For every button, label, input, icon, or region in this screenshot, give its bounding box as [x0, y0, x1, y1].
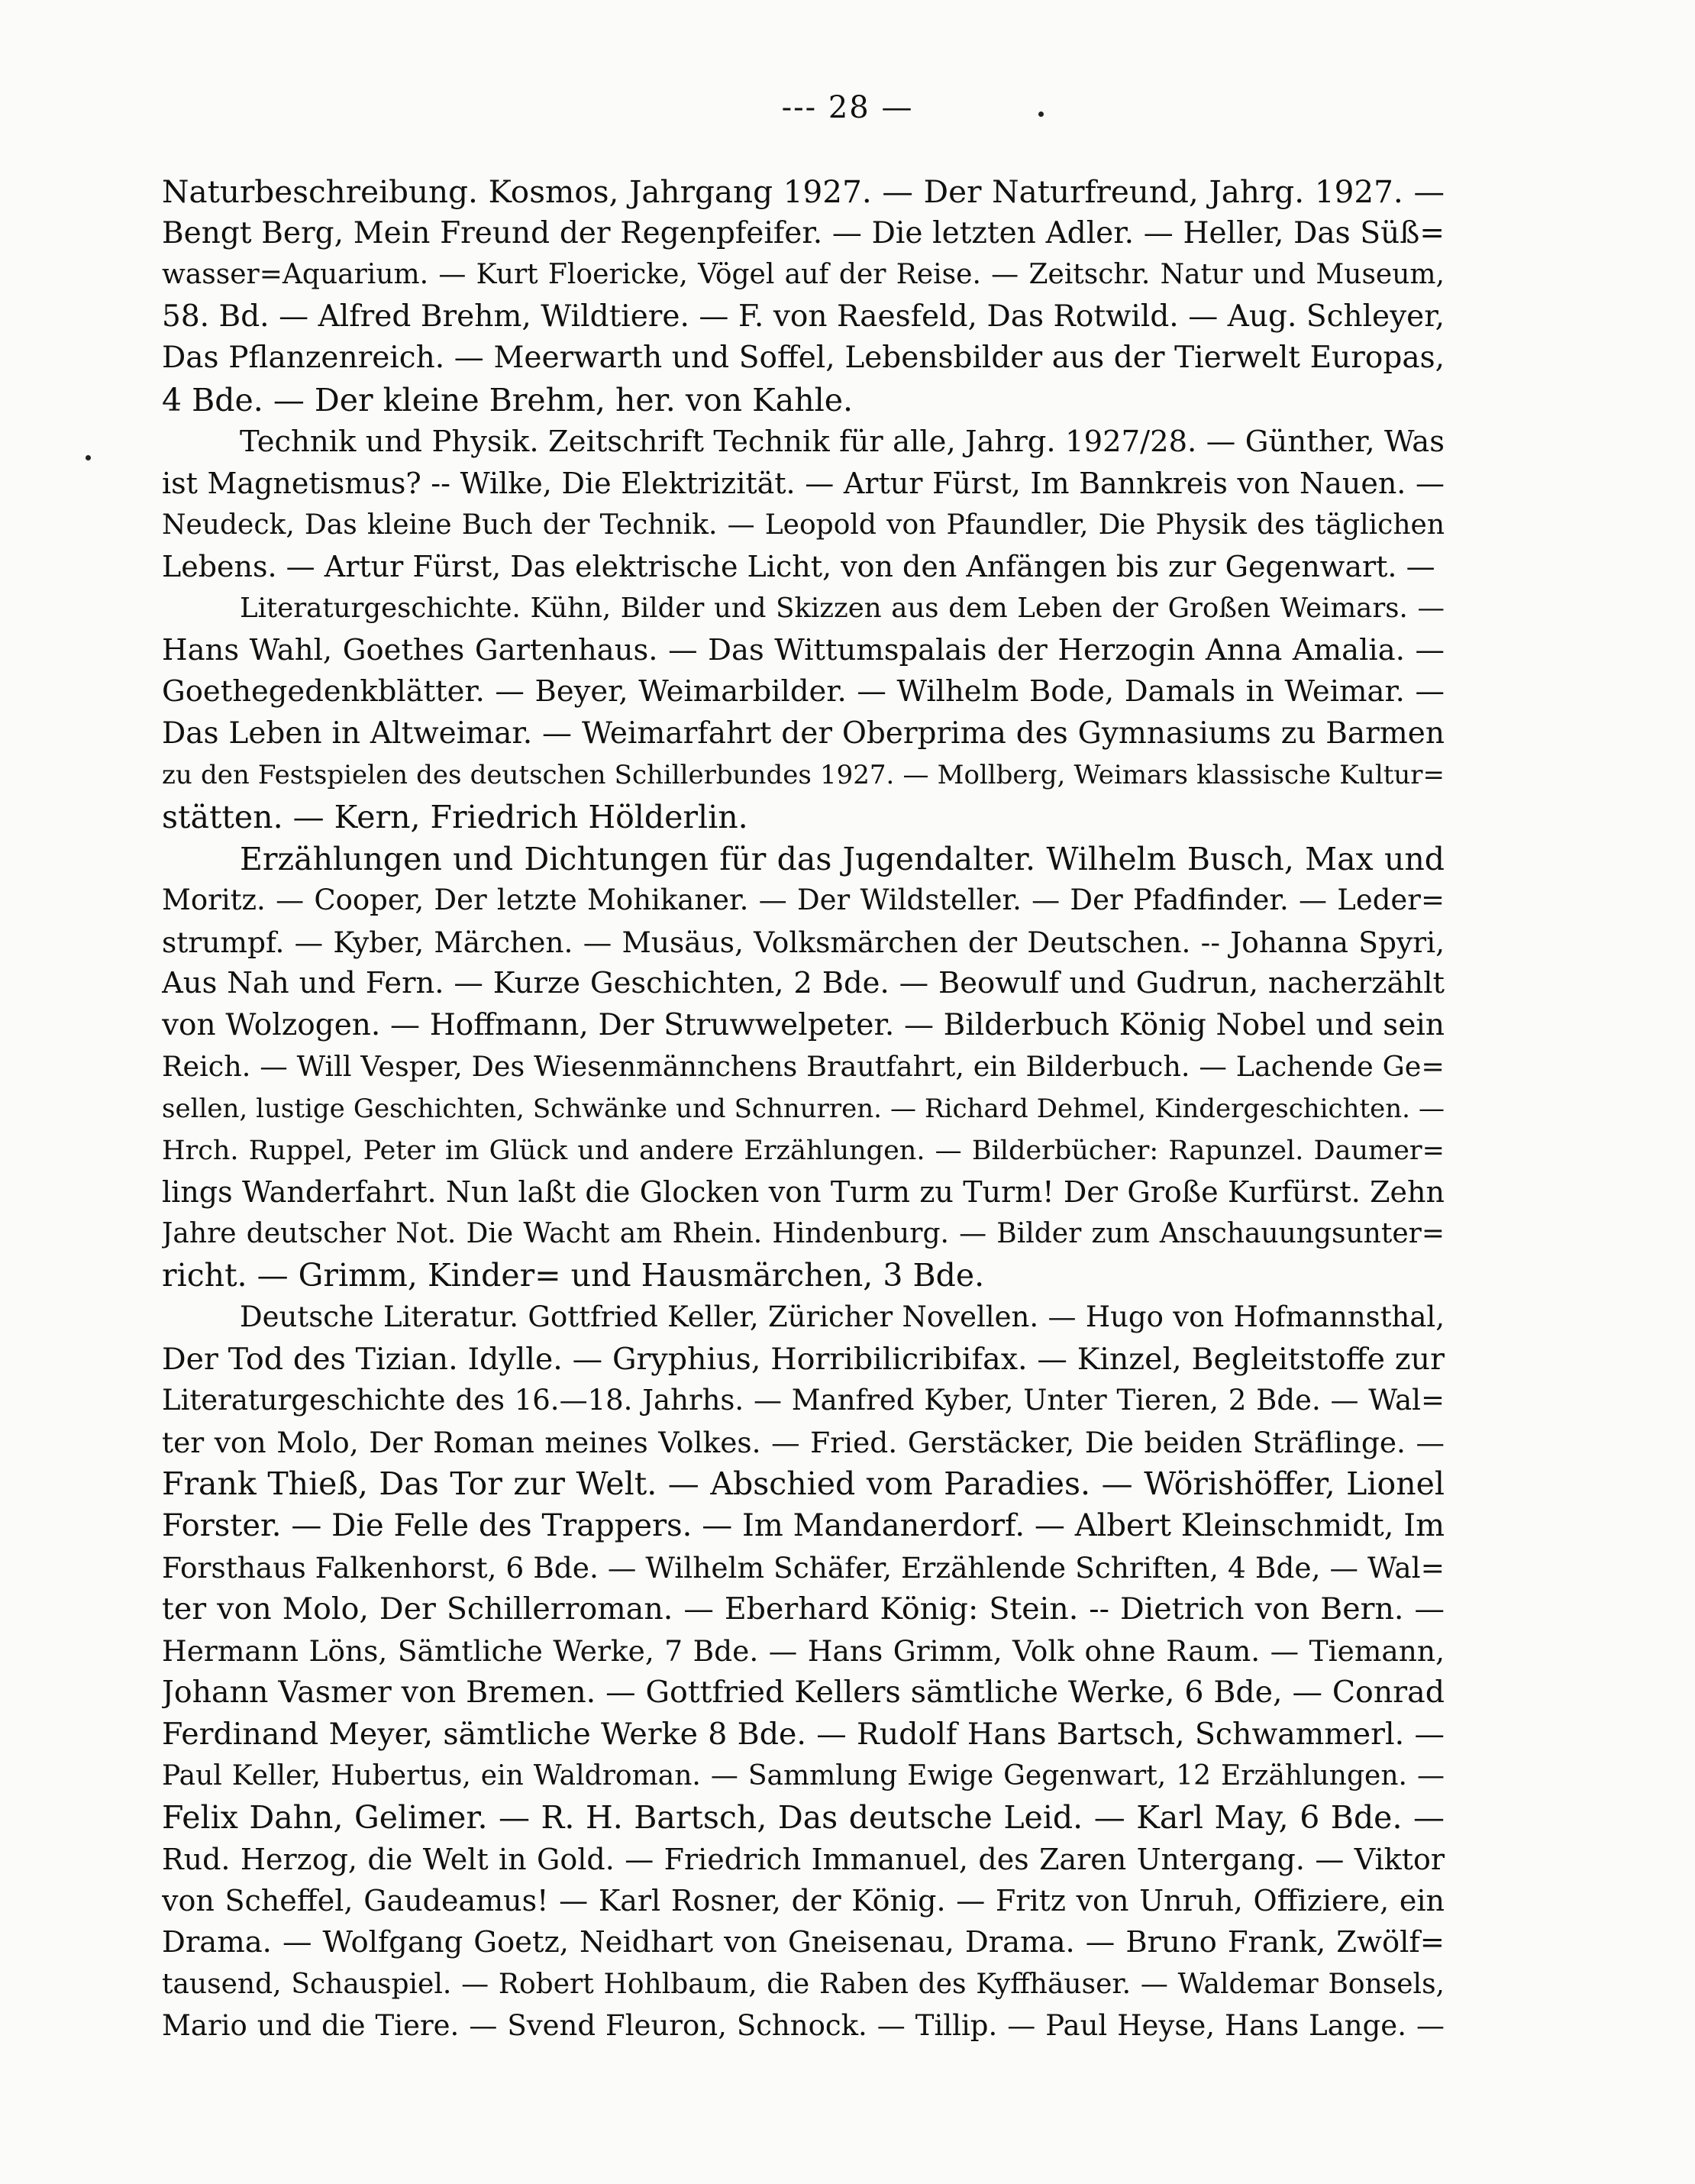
text-line: Aus Nah und Fern. — Kurze Geschichten, 2 Bde. — Beowulf und Gudrun, nacherzählt: [162, 966, 1445, 1001]
text-line: tausend, Schauspiel. — Robert Hohlbaum, die Raben des Kyffhäuser. — Waldemar Bonsels,: [162, 1968, 1445, 2000]
text-line: Johann Vasmer von Bremen. — Gottfried Kellers sämtliche Werke, 6 Bde, — Conrad: [162, 1675, 1445, 1711]
text-line: Bengt Berg, Mein Freund der Regenpfeifer. — Die letzten Adler. — Heller, Das Süß=: [162, 215, 1445, 250]
text-line: Goethegedenkblätter. — Beyer, Weimarbilder. — Wilhelm Bode, Damals in Weimar. —: [162, 674, 1445, 709]
text-line: Der Tod des Tizian. Idylle. — Gryphius, Horribilicribifax. — Kinzel, Begleitstoffe zur: [162, 1341, 1445, 1377]
text-line: Mario und die Tiere. — Svend Fleuron, Schnock. — Tillip. — Paul Heyse, Hans Lange. —: [162, 2009, 1445, 2043]
text-line: Reich. — Will Vesper, Des Wiesenmännchens Brautfahrt, ein Bilderbuch. — Lachende Ge=: [162, 1050, 1445, 1084]
text-line: Forster. — Die Felle des Trappers. — Im Mandanerdorf. — Albert Kleinschmidt, Im: [162, 1508, 1445, 1543]
text-line: Jahre deutscher Not. Die Wacht am Rhein. Hindenburg. — Bilder zum Anschauungsunter=: [162, 1217, 1445, 1249]
text-line: 58. Bd. — Alfred Brehm, Wildtiere. — F. von Raesfeld, Das Rotwild. — Aug. Schleyer,: [162, 299, 1445, 334]
text-line: strumpf. — Kyber, Märchen. — Musäus, Volksmärchen der Deutschen. -- Johanna Spyri,: [162, 925, 1445, 959]
text-line: richt. — Grimm, Kinder= und Hausmärchen, 3 Bde.: [162, 1257, 985, 1294]
text-line: Lebens. — Artur Fürst, Das elektrische Licht, von den Anfängen bis zur Gegenwart. —: [162, 550, 1435, 584]
text-line: Ferdinand Meyer, sämtliche Werke 8 Bde. — Rudolf Hans Bartsch, Schwammerl. —: [162, 1716, 1445, 1752]
speck-mark: [86, 455, 91, 460]
text-line: Literaturgeschichte des 16.—18. Jahrhs. — Manfred Kyber, Unter Tieren, 2 Bde. — Wal=: [162, 1384, 1445, 1417]
text-line: Hermann Löns, Sämtliche Werke, 7 Bde. — Hans Grimm, Volk ohne Raum. — Tiemann,: [162, 1633, 1445, 1668]
text-line: Rud. Herzog, die Welt in Gold. — Friedrich Immanuel, des Zaren Untergang. — Viktor: [162, 1842, 1445, 1876]
text-line: Paul Keller, Hubertus, ein Waldroman. — Sammlung Ewige Gegenwart, 12 Erzählungen. —: [162, 1759, 1445, 1791]
text-line: Naturbeschreibung. Kosmos, Jahrgang 1927. — Der Naturfreund, Jahrg. 1927. —: [162, 173, 1445, 210]
text-line: ist Magnetismus? -- Wilke, Die Elektrizität. — Artur Fürst, Im Bannkreis von Nauen. —: [162, 467, 1445, 501]
text-line: Frank Thieß, Das Tor zur Welt. — Abschied vom Paradies. — Wörishöffer, Lionel: [162, 1465, 1445, 1503]
text-line: stätten. — Kern, Friedrich Hölderlin.: [162, 798, 748, 835]
text-line: Drama. — Wolfgang Goetz, Neidhart von Gneisenau, Drama. — Bruno Frank, Zwölf=: [162, 1924, 1445, 1959]
section-heading-line: Erzählungen und Dichtungen für das Jugendalter. Wilhelm Busch, Max und: [240, 840, 1445, 877]
section-heading-line: Deutsche Literatur. Gottfried Keller, Züricher Novellen. — Hugo von Hofmannsthal,: [240, 1300, 1445, 1334]
text-line: sellen, lustige Geschichten, Schwänke und Schnurren. — Richard Dehmel, Kindergeschichten. —: [162, 1094, 1445, 1125]
text-line: Felix Dahn, Gelimer. — R. H. Bartsch, Das deutsche Leid. — Karl May, 6 Bde. —: [162, 1799, 1445, 1837]
text-line: wasser=Aquarium. — Kurt Floericke, Vögel auf der Reise. — Zeitschr. Natur und Museum,: [162, 259, 1445, 291]
text-line: ter von Molo, Der Roman meines Volkes. — Fried. Gerstäcker, Die beiden Sträflinge. —: [162, 1425, 1445, 1459]
text-line: lings Wanderfahrt. Nun laßt die Glocken von Turm zu Turm! Der Große Kurfürst. Zehn: [162, 1175, 1445, 1210]
text-line: Forsthaus Falkenhorst, 6 Bde. — Wilhelm Schäfer, Erzählende Schriften, 4 Bde, — Wal=: [162, 1550, 1445, 1585]
text-line: 4 Bde. — Der kleine Brehm, her. von Kahle.: [162, 381, 854, 418]
text-line: Neudeck, Das kleine Buch der Technik. — Leopold von Pfaundler, Die Physik des täglichen: [162, 509, 1445, 541]
text-line: Das Leben in Altweimar. — Weimarfahrt der Oberprima des Gymnasiums zu Barmen: [162, 716, 1445, 751]
text-line: von Wolzogen. — Hoffmann, Der Struwwelpeter. — Bilderbuch König Nobel und sein: [162, 1007, 1445, 1042]
text-line: Das Pflanzenreich. — Meerwarth und Soffel, Lebensbilder aus der Tierwelt Europas,: [162, 341, 1445, 376]
section-heading-line: Literaturgeschichte. Kühn, Bilder und Skizzen aus dem Leben der Großen Weimars. —: [240, 592, 1445, 624]
text-line: Hrch. Ruppel, Peter im Glück und andere Erzählungen. — Bilderbücher: Rapunzel. Daumer=: [162, 1135, 1445, 1166]
text-line: ter von Molo, Der Schillerroman. — Eberhard König: Stein. -- Dietrich von Bern. —: [162, 1591, 1445, 1627]
page-number: --- 28 —: [781, 90, 914, 125]
text-line: zu den Festspielen des deutschen Schillerbundes 1927. — Mollberg, Weimars klassische Kultur=: [162, 760, 1445, 791]
text-line: von Scheffel, Gaudeamus! — Karl Rosner, der König. — Fritz von Unruh, Offiziere, ein: [162, 1884, 1445, 1918]
text-line: Moritz. — Cooper, Der letzte Mohikaner. — Der Wildsteller. — Der Pfadfinder. — Leder=: [162, 884, 1445, 917]
text-line: Hans Wahl, Goethes Gartenhaus. — Das Wittumspalais der Herzogin Anna Amalia. —: [162, 632, 1445, 667]
body-text: [162, 171, 1445, 2047]
section-heading-line: Technik und Physik. Zeitschrift Technik für alle, Jahrg. 1927/28. — Günther, Was: [240, 424, 1445, 459]
speck-mark: [1038, 111, 1044, 117]
